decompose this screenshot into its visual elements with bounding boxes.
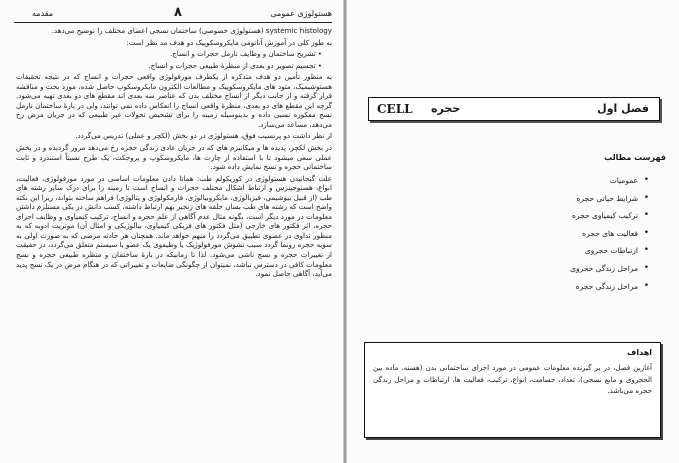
goals-box — [364, 342, 661, 438]
running-header — [14, 6, 332, 22]
body-paragraph: از نظر داشت دو پرنسیب فوق، هستولوژی در دو بخش (لکچر و عملی) تدریس می‌گردد. — [75, 131, 332, 141]
toc-heading: فهرست مطالب — [604, 153, 666, 162]
right-page — [346, 0, 679, 463]
body-paragraph: • تشریح ساختمان و وظایف نارمل حجرات و انساج. — [169, 49, 322, 59]
chapter-title-box — [368, 97, 660, 121]
body-paragraph: systemic histology (هستولوژی خصوصی) ساختمان نسجی اعضای مختلف را توضیح می‌دهد. — [51, 26, 332, 35]
toc-list — [570, 176, 649, 299]
body-paragraph: • تجسیم تصویر دو بعدی از منظرهٔ طبیعی حجرات و انساج. — [148, 60, 322, 70]
toc-item: • شرایط حیاتی حجره — [570, 194, 649, 212]
toc-item: • مراحل زندگی حجره — [570, 282, 649, 300]
chapter-title-persian: حجره — [431, 102, 461, 115]
chapter-label: فصل اول — [597, 102, 649, 115]
toc-item: • عمومیات — [570, 176, 649, 194]
left-body-text — [16, 26, 332, 459]
header-book-title: هستولوژی عمومی — [270, 9, 332, 18]
toc-item: • فعالیت های حجره — [570, 229, 649, 247]
body-paragraph: به طور کلی در آموزش آناتومی مایکروسکوپیک دو هدف مد نظر است: — [126, 37, 332, 47]
header-rule — [14, 22, 332, 23]
toc-item: • ترکیب کیمیاوی حجره — [570, 211, 649, 229]
body-paragraph: به منظور تأمین دو هدف متذکره از یکطرف مورفولوژی واقعی حجرات و انساج که در نتیجه تحقیقات هستوشیمیک، متود های مایکروسکوپیک و مطالعات الکترون مایکروسکوپ حاصل شده، مورد بحث و مناقشه قرار گرفته و از جانب دیگر از انساج مختلف بدن که عناصر سه بعدی اند مقطع های دو بعدی تهیه می‌شود. گرچه این مقطع های دو بعدی، منظرهٔ واقعی انساج را انعکاس داده نمی توانند، ولی در بارهٔ ساختمان نارمل نسج مفکوره نسبی داده و بدینوسیله زمینه را برای تشخیص تحولات غیر طبیعی که در جریان مرض رخ می‌دهد، مساعد می‌سازد. — [16, 72, 332, 129]
goals-title: اهداف — [627, 348, 652, 357]
page-number: ۸ — [174, 5, 182, 20]
goals-text: آغازین فصل، در بر گیرنده معلومات عمومی در مورد اجزای ساختمانی بدن (هسته، ماده بین الحجروی و مایع نسجی)، تعداد، جسامت، انواع، ترکیب، فعالیت ها، ارتباطات و مراحل زندگی حجره می‌باشد. — [373, 363, 652, 395]
header-section: مقدمه — [32, 9, 54, 18]
body-paragraph: در بخش لکچر، پدیده ها و میکانیزم های که در جریان عادی زندگی حجره رخ می‌دهد مرور گردیده و در بخش عملی سعی میشود تا با استفاده از چارت ها، مایکروسکوپ و پروجکت، یک طرح نسبتاً استندرد و ثابت ساختمانی حجره و نسج نمایش داده شود. — [16, 143, 332, 172]
body-paragraph: علت گنجانیدن هستولوژی در کوریکولم طب: همانا دادن معلومات اساسی در مورد مورفولوژی، فعالیت، انواع، هستوجینزس و ارتباط اشکال مختلف حجرات و انساج است تا زمینه را برای درک سایر رشته های طب (از قبیل بیوشیمی، فیزیالوژی، مایکروبیالوژی، فارمکولوژی و پتالوژی) فراهم ساخته بتواند، زیرا این نکته واضح است که رشته های طب بسان حلقه های زنجیر بهم ارتباط داشته، کسب دانش در یکی مستلزم داشتن معلومات در مورد دیگر است، بگونه مثال عدم آگاهی از علم حجره و انساج، ترکیب کیمیاوی و وظایف اجزای حجره، اثر فکتور های خارجی (مثل فکتور های فزیکی کیمیاوی، بیالوژیکی و امثال آن) موثریت ادویه که به منظور تداوی در عضوی تطبیق می‌گردد را مبهم خواهد ماند. همچنان هر حادثه مرضی که به صورت اولی به سویه حجره رونما گردد سبب تشوش مورفولوژیک یا وظیفوی یک عضو یا سیستم متعلق می‌گردد، در حقیقت از تغییرات حجره و نسج ناشی می‌شود. لذا تا زمانیکه در بارهٔ ساختمان و منظره طبیعی حجره و نسج معلومات کافی در دسترس نباشد، نمیتوان از چگونگی ضایعات و تغییراتی که در هنگام مرض در یک نسج پدید می‌آید، آگاهی حاصل نمود. — [16, 173, 332, 279]
toc-item: • ارتباطات حجروی — [570, 246, 649, 264]
chapter-title-english: CELL — [377, 102, 413, 116]
toc-item: • مراحل زندگی حجروی — [570, 264, 649, 282]
